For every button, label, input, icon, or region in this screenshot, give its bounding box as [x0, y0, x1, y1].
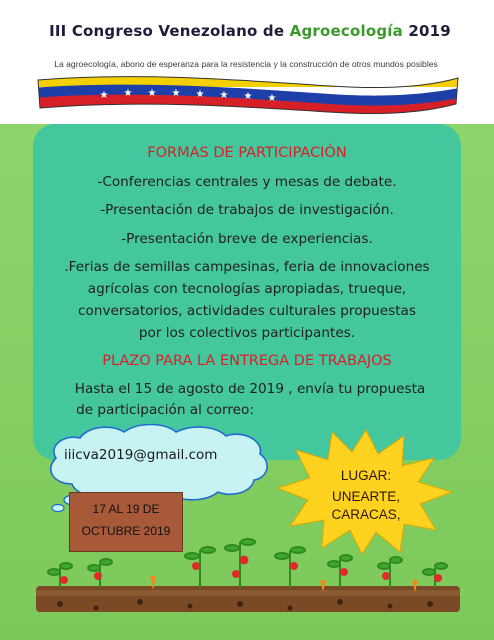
- title-highlight: Agroecología: [289, 22, 403, 40]
- star-icon: ★: [243, 91, 253, 102]
- star-icon: ★: [99, 90, 109, 101]
- location-line: UNEARTE,: [331, 489, 400, 504]
- soil-bed: [36, 586, 460, 612]
- deadline-line: de participación al correo:: [76, 402, 254, 418]
- cloud-bubble: [52, 505, 64, 512]
- title-prefix: III Congreso Venezolano de: [49, 22, 290, 40]
- deadline-line: Hasta el 15 de agosto de 2019 , envía tu propuesta: [74, 381, 426, 397]
- contact-email: iiicva2019@gmail.com: [64, 447, 218, 463]
- ferias-line: conversatorios, actividades culturales propuestas: [78, 303, 416, 319]
- title-suffix: 2019: [402, 22, 451, 40]
- congress-subtitle: La agroecología, abono de esperanza para la resistencia y la construcción de otros mundos posibles: [54, 59, 438, 69]
- participation-item: -Conferencias centrales y mesas de debate.: [97, 174, 397, 190]
- date-line: 17 AL 19 DE: [92, 502, 160, 516]
- ferias-line: .Ferias de semillas campesinas, feria de innovaciones: [64, 259, 430, 275]
- location-label: LUGAR:: [340, 468, 392, 483]
- flag-yellow-stripe: [30, 60, 470, 87]
- location-line: CARACAS,: [331, 507, 401, 522]
- ferias-line: por los colectivos participantes.: [138, 325, 356, 341]
- star-icon: ★: [195, 89, 205, 100]
- deadline-heading: PLAZO PARA LA ENTREGA DE TRABAJOS: [102, 353, 392, 369]
- participation-item: -Presentación breve de experiencias.: [121, 231, 373, 247]
- date-line: OCTUBRE 2019: [81, 524, 171, 538]
- star-icon: ★: [123, 88, 133, 99]
- participation-heading: FORMAS DE PARTICIPACIÓN: [147, 145, 347, 161]
- soil-highlight: [36, 590, 460, 596]
- venezuela-flag-ribbon: [0, 0, 494, 124]
- star-icon: ★: [147, 88, 157, 99]
- star-icon: ★: [171, 88, 181, 99]
- star-icon: ★: [219, 90, 229, 101]
- ferias-line: agrícolas con tecnologías apropiadas, trueque,: [87, 281, 407, 297]
- participation-item: -Presentación de trabajos de investigación.: [100, 202, 394, 218]
- star-icon: ★: [267, 93, 277, 104]
